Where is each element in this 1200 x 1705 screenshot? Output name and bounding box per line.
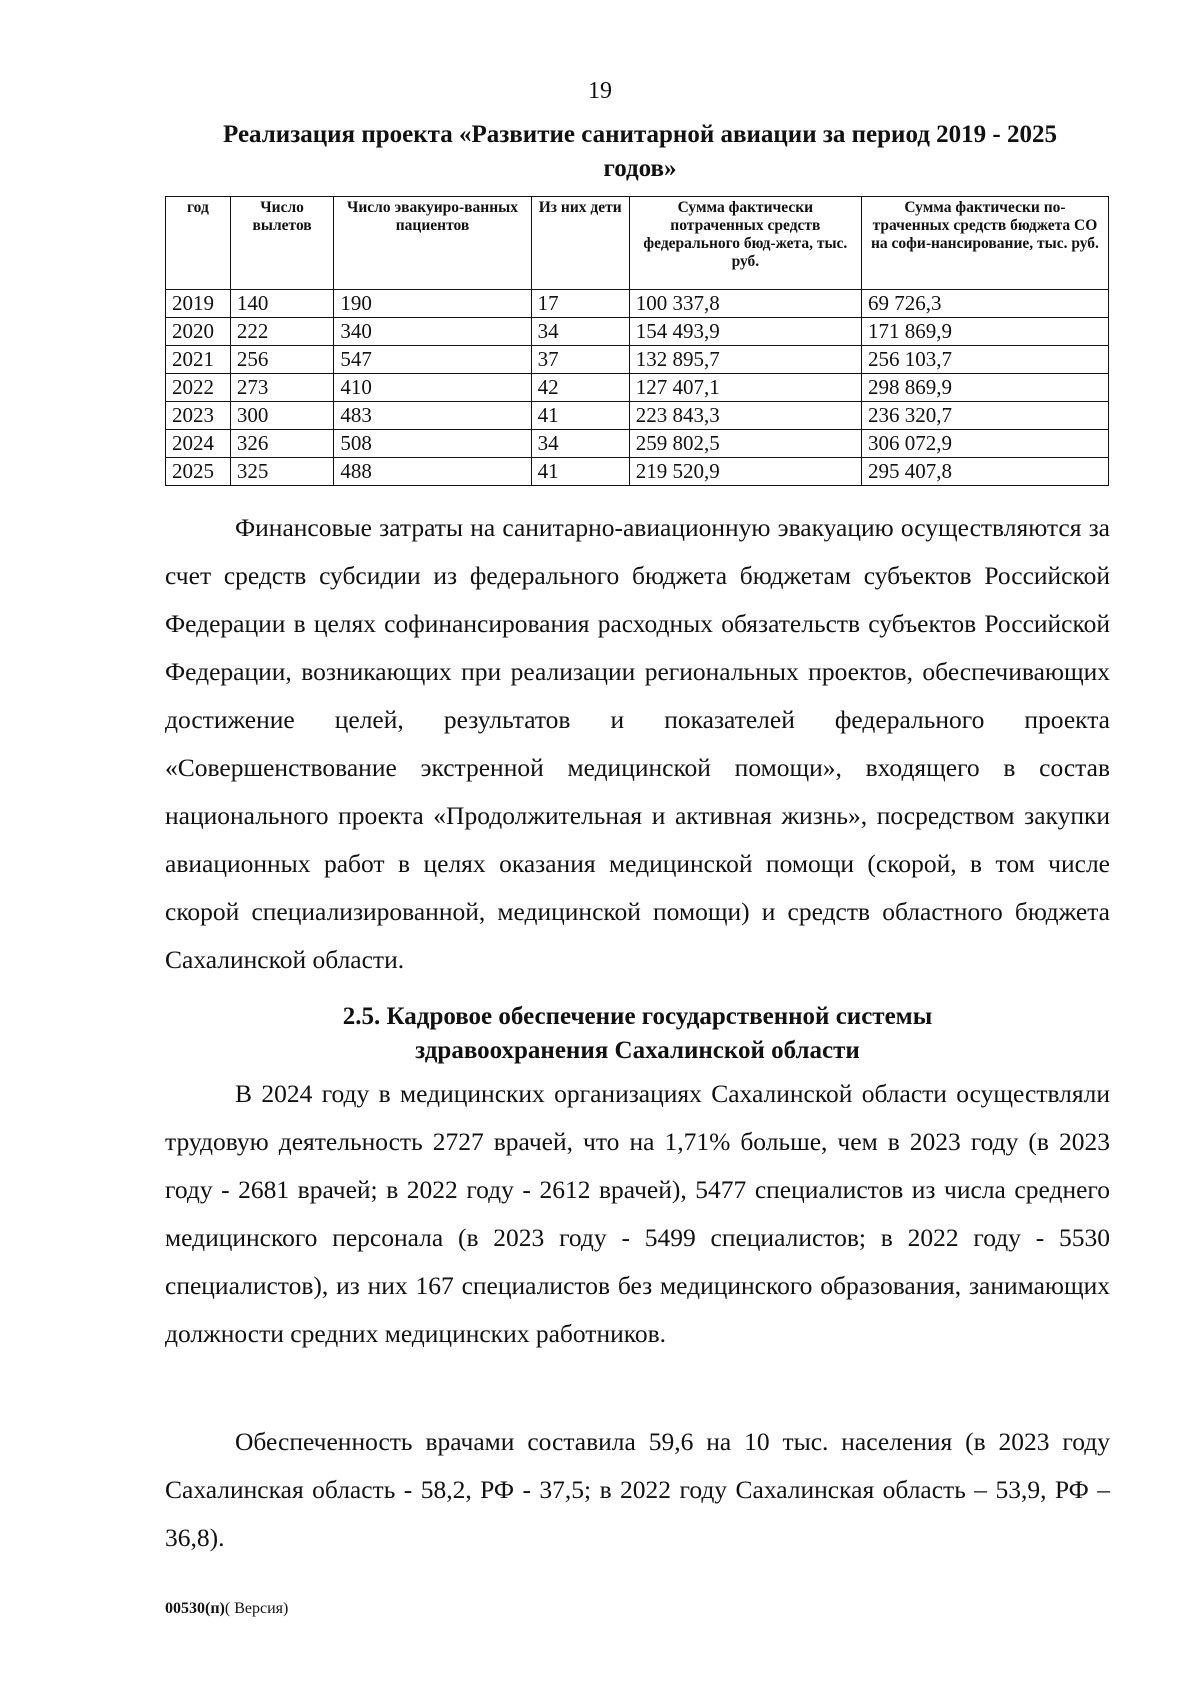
cell-year: 2019: [166, 290, 231, 318]
cell-flights: 140: [230, 290, 333, 318]
header-children: Из них дети: [531, 197, 629, 290]
table-row: [166, 458, 1109, 486]
header-year: год: [166, 197, 231, 290]
cell-flights: 325: [230, 458, 333, 486]
page-number: 19: [588, 78, 612, 104]
paragraph-financing: [165, 504, 1110, 984]
cell-year: 2022: [166, 374, 231, 402]
cell-children: 42: [531, 374, 629, 402]
cell-flights: 300: [230, 402, 333, 430]
header-evacuated: Число эвакуиро-ванных пациентов: [334, 197, 531, 290]
sanitary-aviation-table: [165, 196, 1109, 486]
cell-evacuated: 483: [334, 402, 531, 430]
cell-regional-funds: 298 869,9: [861, 374, 1108, 402]
cell-regional-funds: 236 320,7: [861, 402, 1108, 430]
table-row: [166, 430, 1109, 458]
footer-code: 00530(п): [165, 1600, 225, 1617]
cell-year: 2021: [166, 346, 231, 374]
header-regional-funds: Сумма фактически по-траченных средств бюджета СО на софи-нансирование, тыс. руб.: [861, 197, 1108, 290]
cell-federal-funds: 154 493,9: [629, 318, 861, 346]
cell-federal-funds: 219 520,9: [629, 458, 861, 486]
cell-evacuated: 190: [334, 290, 531, 318]
section-heading: [165, 1000, 1110, 1068]
paragraph-staffing-text: В 2024 году в медицинских организациях Сахалинской области осуществляли трудовую деятельность 2727 врачей, что на 1,71% больше, чем в 2023 году (в 2023 году - 2681 врачей; в 2022 году - 2612 врачей), 5477 специалистов из числа среднего медицинского персонала (в 2023 году - 5499 специалистов; в 2022 году - 5530 специалистов), из них 167 специалистов без медицинского образования, занимающих должности средних медицинских работников.: [165, 1079, 1110, 1348]
section-heading-line-2: здравоохранения Сахалинской области: [415, 1037, 860, 1064]
paragraph-doctor-ratio: [165, 1418, 1110, 1562]
cell-evacuated: 488: [334, 458, 531, 486]
table-row: [166, 318, 1109, 346]
cell-flights: 326: [230, 430, 333, 458]
cell-federal-funds: 259 802,5: [629, 430, 861, 458]
cell-evacuated: 410: [334, 374, 531, 402]
cell-year: 2023: [166, 402, 231, 430]
table-title: [160, 118, 1120, 186]
paragraph-staffing: [165, 1070, 1110, 1358]
cell-year: 2024: [166, 430, 231, 458]
section-heading-line-1: 2.5. Кадровое обеспечение государственной системы: [342, 1003, 933, 1030]
cell-children: 34: [531, 430, 629, 458]
paragraph-financing-text: Финансовые затраты на санитарно-авиационную эвакуацию осуществляются за счет средств субсидии из федерального бюджета бюджетам субъектов Российской Федерации в целях софинансирования расходных обязательств субъектов Российской Федерации, возникающих при реализации региональных проектов, обеспечивающих достижение целей, результатов и показателей федерального проекта «Совершенствование экстренной медицинской помощи», входящего в состав национального проекта «Продолжительная и активная жизнь», посредством закупки авиационных работ в целях оказания медицинской помощи (скорой, в том числе скорой специализированной, медицинской помощи) и средств областного бюджета Сахалинской области.: [165, 513, 1110, 974]
cell-regional-funds: 306 072,9: [861, 430, 1108, 458]
cell-year: 2025: [166, 458, 231, 486]
cell-flights: 222: [230, 318, 333, 346]
table-title-line-1: Реализация проекта «Развитие санитарной авиации за период 2019 - 2025: [223, 121, 1057, 148]
cell-flights: 273: [230, 374, 333, 402]
cell-flights: 256: [230, 346, 333, 374]
cell-regional-funds: 171 869,9: [861, 318, 1108, 346]
cell-regional-funds: 256 103,7: [861, 346, 1108, 374]
cell-federal-funds: 132 895,7: [629, 346, 861, 374]
table-row: [166, 402, 1109, 430]
footer-version: ( Версия): [224, 1600, 289, 1617]
cell-children: 41: [531, 458, 629, 486]
table-header-row: [166, 197, 1109, 290]
cell-federal-funds: 127 407,1: [629, 374, 861, 402]
cell-year: 2020: [166, 318, 231, 346]
header-federal-funds: Сумма фактически потраченных средств федерального бюд-жета, тыс. руб.: [629, 197, 861, 290]
cell-federal-funds: 223 843,3: [629, 402, 861, 430]
cell-children: 17: [531, 290, 629, 318]
table-title-line-2: годов»: [603, 155, 677, 182]
cell-evacuated: 340: [334, 318, 531, 346]
header-flights: Число вылетов: [230, 197, 333, 290]
table-row: [166, 346, 1109, 374]
cell-children: 34: [531, 318, 629, 346]
paragraph-doctor-ratio-text: Обеспеченность врачами составила 59,6 на 10 тыс. населения (в 2023 году Сахалинская область - 58,2, РФ - 37,5; в 2022 году Сахалинская область – 53,9, РФ – 36,8).: [165, 1427, 1110, 1552]
cell-federal-funds: 100 337,8: [629, 290, 861, 318]
table-row: [166, 374, 1109, 402]
cell-children: 37: [531, 346, 629, 374]
cell-children: 41: [531, 402, 629, 430]
table-row: [166, 290, 1109, 318]
cell-evacuated: 547: [334, 346, 531, 374]
document-footer: [165, 1600, 288, 1618]
cell-regional-funds: 295 407,8: [861, 458, 1108, 486]
cell-regional-funds: 69 726,3: [861, 290, 1108, 318]
cell-evacuated: 508: [334, 430, 531, 458]
